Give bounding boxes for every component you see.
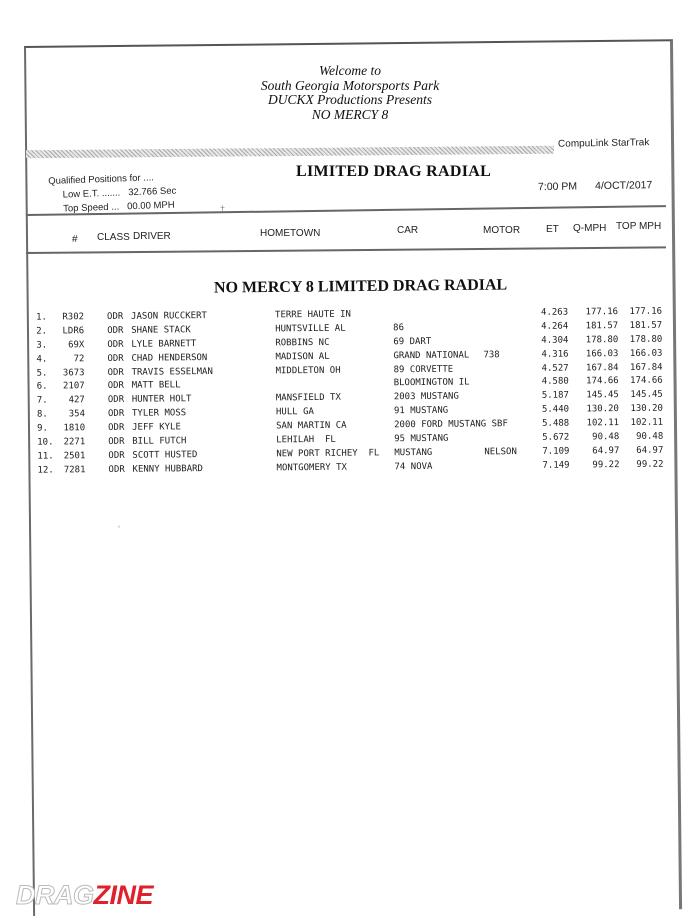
watermark-zine: ZINE [93, 880, 154, 910]
welcome-header [200, 64, 500, 122]
top-speed-value: 00.00 MPH [126, 199, 175, 213]
row-position: 1. [35, 312, 47, 323]
driver-name: TRAVIS ESSELMAN [131, 366, 213, 378]
class-code: ODR [107, 395, 125, 406]
car: MUSTANG [394, 447, 433, 459]
car: GRAND NATIONAL [393, 350, 470, 361]
hometown: MIDDLETON OH [275, 365, 341, 376]
car-number: 354 [68, 409, 86, 420]
qualifying-mph: 145.45 [586, 390, 619, 401]
driver-name: BILL FUTCH [132, 436, 187, 447]
welcome-line: Welcome to [318, 63, 382, 78]
car-number: 72 [73, 353, 85, 364]
stray-mark: ‘ [118, 524, 120, 534]
watermark-drag: DRAG [16, 880, 94, 910]
col-motor: MOTOR [483, 225, 521, 236]
motor: 738 [483, 349, 500, 361]
top-mph: 181.57 [629, 320, 663, 331]
row-position: 4. [36, 354, 48, 365]
elapsed-time: 4.304 [541, 335, 569, 346]
car-number: 2107 [62, 381, 85, 392]
car-number: LDR6 [62, 326, 85, 337]
hometown: HULL GA [275, 407, 314, 418]
car-number: 427 [68, 395, 85, 406]
col-num: # [72, 234, 78, 245]
hometown: LEHILAH FL [276, 434, 336, 446]
car-number: 69X [67, 339, 85, 351]
elapsed-time: 5.187 [541, 390, 569, 402]
results-title: NO MERCY 8 LIMITED DRAG RADIAL [213, 276, 508, 297]
row-position: 5. [36, 368, 48, 379]
class-code: ODR [107, 367, 124, 378]
col-qmph: Q-MPH [573, 223, 607, 234]
elapsed-time: 4.263 [540, 307, 569, 318]
low-et-value: 32.766 Sec [128, 185, 177, 199]
hometown: TERRE HAUTE IN [274, 309, 351, 321]
class-code: ODR [106, 311, 124, 322]
col-et: ET [546, 224, 559, 235]
driver-name: CHAD HENDERSON [131, 352, 208, 364]
class-code: ODR [107, 339, 124, 350]
class-code: ODR [107, 409, 125, 420]
driver-name: KENNY HUBBARD [132, 463, 204, 475]
driver-name: JEFF KYLE [132, 422, 181, 433]
qualifying-mph: 130.20 [586, 404, 620, 415]
report-date: 4/OCT/2017 [595, 179, 653, 193]
class-code: ODR [107, 353, 124, 364]
top-mph: 177.16 [629, 306, 663, 317]
driver-name: TYLER MOSS [131, 408, 187, 419]
class-title: LIMITED DRAG RADIAL [296, 163, 492, 180]
driver-name: HUNTER HOLT [131, 394, 192, 406]
driver-name: MATT BELL [131, 380, 181, 392]
row-position: 12. [37, 465, 54, 476]
elapsed-time: 4.527 [541, 363, 569, 374]
hometown: MADISON AL [275, 351, 330, 363]
presenter-line: DUCKX Productions Presents [268, 92, 432, 107]
car-number: 1810 [63, 423, 86, 434]
dragzine-watermark [16, 880, 153, 911]
class-code: ODR [107, 325, 124, 336]
class-code: ODR [108, 464, 125, 475]
car: 95 MUSTANG [394, 433, 449, 445]
qualifying-mph: 181.57 [585, 320, 619, 332]
top-mph: 130.20 [630, 403, 663, 415]
car-number: 2271 [63, 437, 86, 448]
hometown: ROBBINS NC [275, 337, 330, 349]
results-table [0, 306, 688, 479]
low-et-label: Low E.T. ....... [62, 187, 121, 201]
top-mph: 99.22 [636, 459, 664, 470]
hometown: MANSFIELD TX [275, 393, 341, 404]
top-mph: 178.80 [629, 334, 663, 345]
car-number: 3673 [62, 367, 85, 378]
elapsed-time: 5.672 [542, 432, 570, 443]
qualifying-mph: 174.66 [586, 376, 619, 387]
row-position: 7. [36, 395, 48, 406]
driver-name: LYLE BARNETT [131, 338, 197, 350]
class-code: ODR [107, 381, 125, 392]
row-position: 6. [36, 382, 48, 393]
col-class: CLASS [97, 232, 130, 243]
qualifying-mph: 177.16 [585, 307, 619, 318]
top-mph: 145.45 [630, 389, 663, 401]
qualifying-summary [48, 171, 177, 217]
system-label: CompuLink StarTrak [557, 137, 650, 150]
elapsed-time: 4.264 [541, 321, 569, 332]
qualifying-mph: 102.11 [586, 418, 620, 429]
elapsed-time: 4.580 [541, 376, 569, 388]
top-mph: 166.03 [629, 348, 663, 359]
class-code: ODR [108, 450, 125, 461]
top-speed-label: Top Speed ... [63, 201, 120, 215]
car: 2000 FORD MUSTANG SBF [394, 419, 508, 431]
top-mph: 64.97 [636, 445, 664, 456]
venue-line: South Georgia Motorsports Park [260, 77, 440, 93]
top-mph: 102.11 [630, 417, 664, 429]
qualifying-mph: 178.80 [585, 334, 619, 346]
qualifying-mph: 167.84 [585, 362, 619, 373]
driver-name: JASON RUCCKERT [130, 311, 207, 322]
class-code: ODR [108, 436, 125, 447]
elapsed-time: 7.109 [542, 446, 570, 457]
driver-name: SCOTT HUSTED [132, 450, 198, 461]
row-position: 3. [36, 340, 48, 351]
qualifying-mph: 90.48 [592, 432, 620, 443]
class-code: ODR [108, 422, 125, 434]
row-position: 9. [37, 423, 49, 434]
motor: NELSON [484, 446, 517, 458]
car: 69 DART [393, 336, 432, 348]
col-topmph: TOP MPH [616, 221, 662, 232]
car: 74 NOVA [394, 461, 433, 473]
row-position: 8. [36, 409, 48, 420]
report-datetime [538, 179, 671, 193]
top-mph: 174.66 [630, 376, 663, 387]
top-mph: 90.48 [636, 431, 664, 442]
top-mph: 167.84 [629, 362, 663, 373]
stray-mark: † [220, 204, 226, 214]
car-number: 2501 [63, 451, 86, 462]
hometown: MONTGOMERY TX [276, 462, 347, 474]
car: 91 MUSTANG [393, 405, 449, 417]
car: 89 CORVETTE [393, 364, 454, 375]
qualified-label: Qualified Positions for .... [48, 172, 154, 187]
elapsed-time: 7.149 [542, 460, 570, 471]
qualifying-mph: 99.22 [592, 459, 620, 471]
col-driver: DRIVER [133, 231, 171, 242]
elapsed-time: 5.488 [542, 418, 570, 429]
car-number: 7281 [63, 464, 86, 476]
car: 86 [393, 323, 405, 334]
driver-name: SHANE STACK [131, 325, 191, 336]
hometown: NEW PORT RICHEY FL [276, 448, 380, 460]
row-position: 11. [37, 451, 54, 462]
col-hometown: HOMETOWN [260, 228, 321, 239]
row-position: 2. [36, 326, 48, 337]
event-line: NO MERCY 8 [311, 106, 389, 122]
report-time: 7:00 PM [537, 180, 578, 194]
qualifying-mph: 166.03 [585, 348, 619, 360]
col-car: CAR [397, 225, 419, 236]
row-position: 10. [37, 437, 54, 448]
elapsed-time: 4.316 [541, 349, 569, 360]
car: BLOOMINGTON IL [393, 377, 470, 389]
qualifying-mph: 64.97 [592, 445, 620, 457]
car: 2003 MUSTANG [393, 391, 459, 403]
hometown: SAN MARTIN CA [276, 420, 347, 432]
car-number: R302 [62, 312, 85, 323]
hometown: HUNTSVILLE AL [275, 323, 346, 335]
elapsed-time: 5.440 [541, 404, 570, 416]
